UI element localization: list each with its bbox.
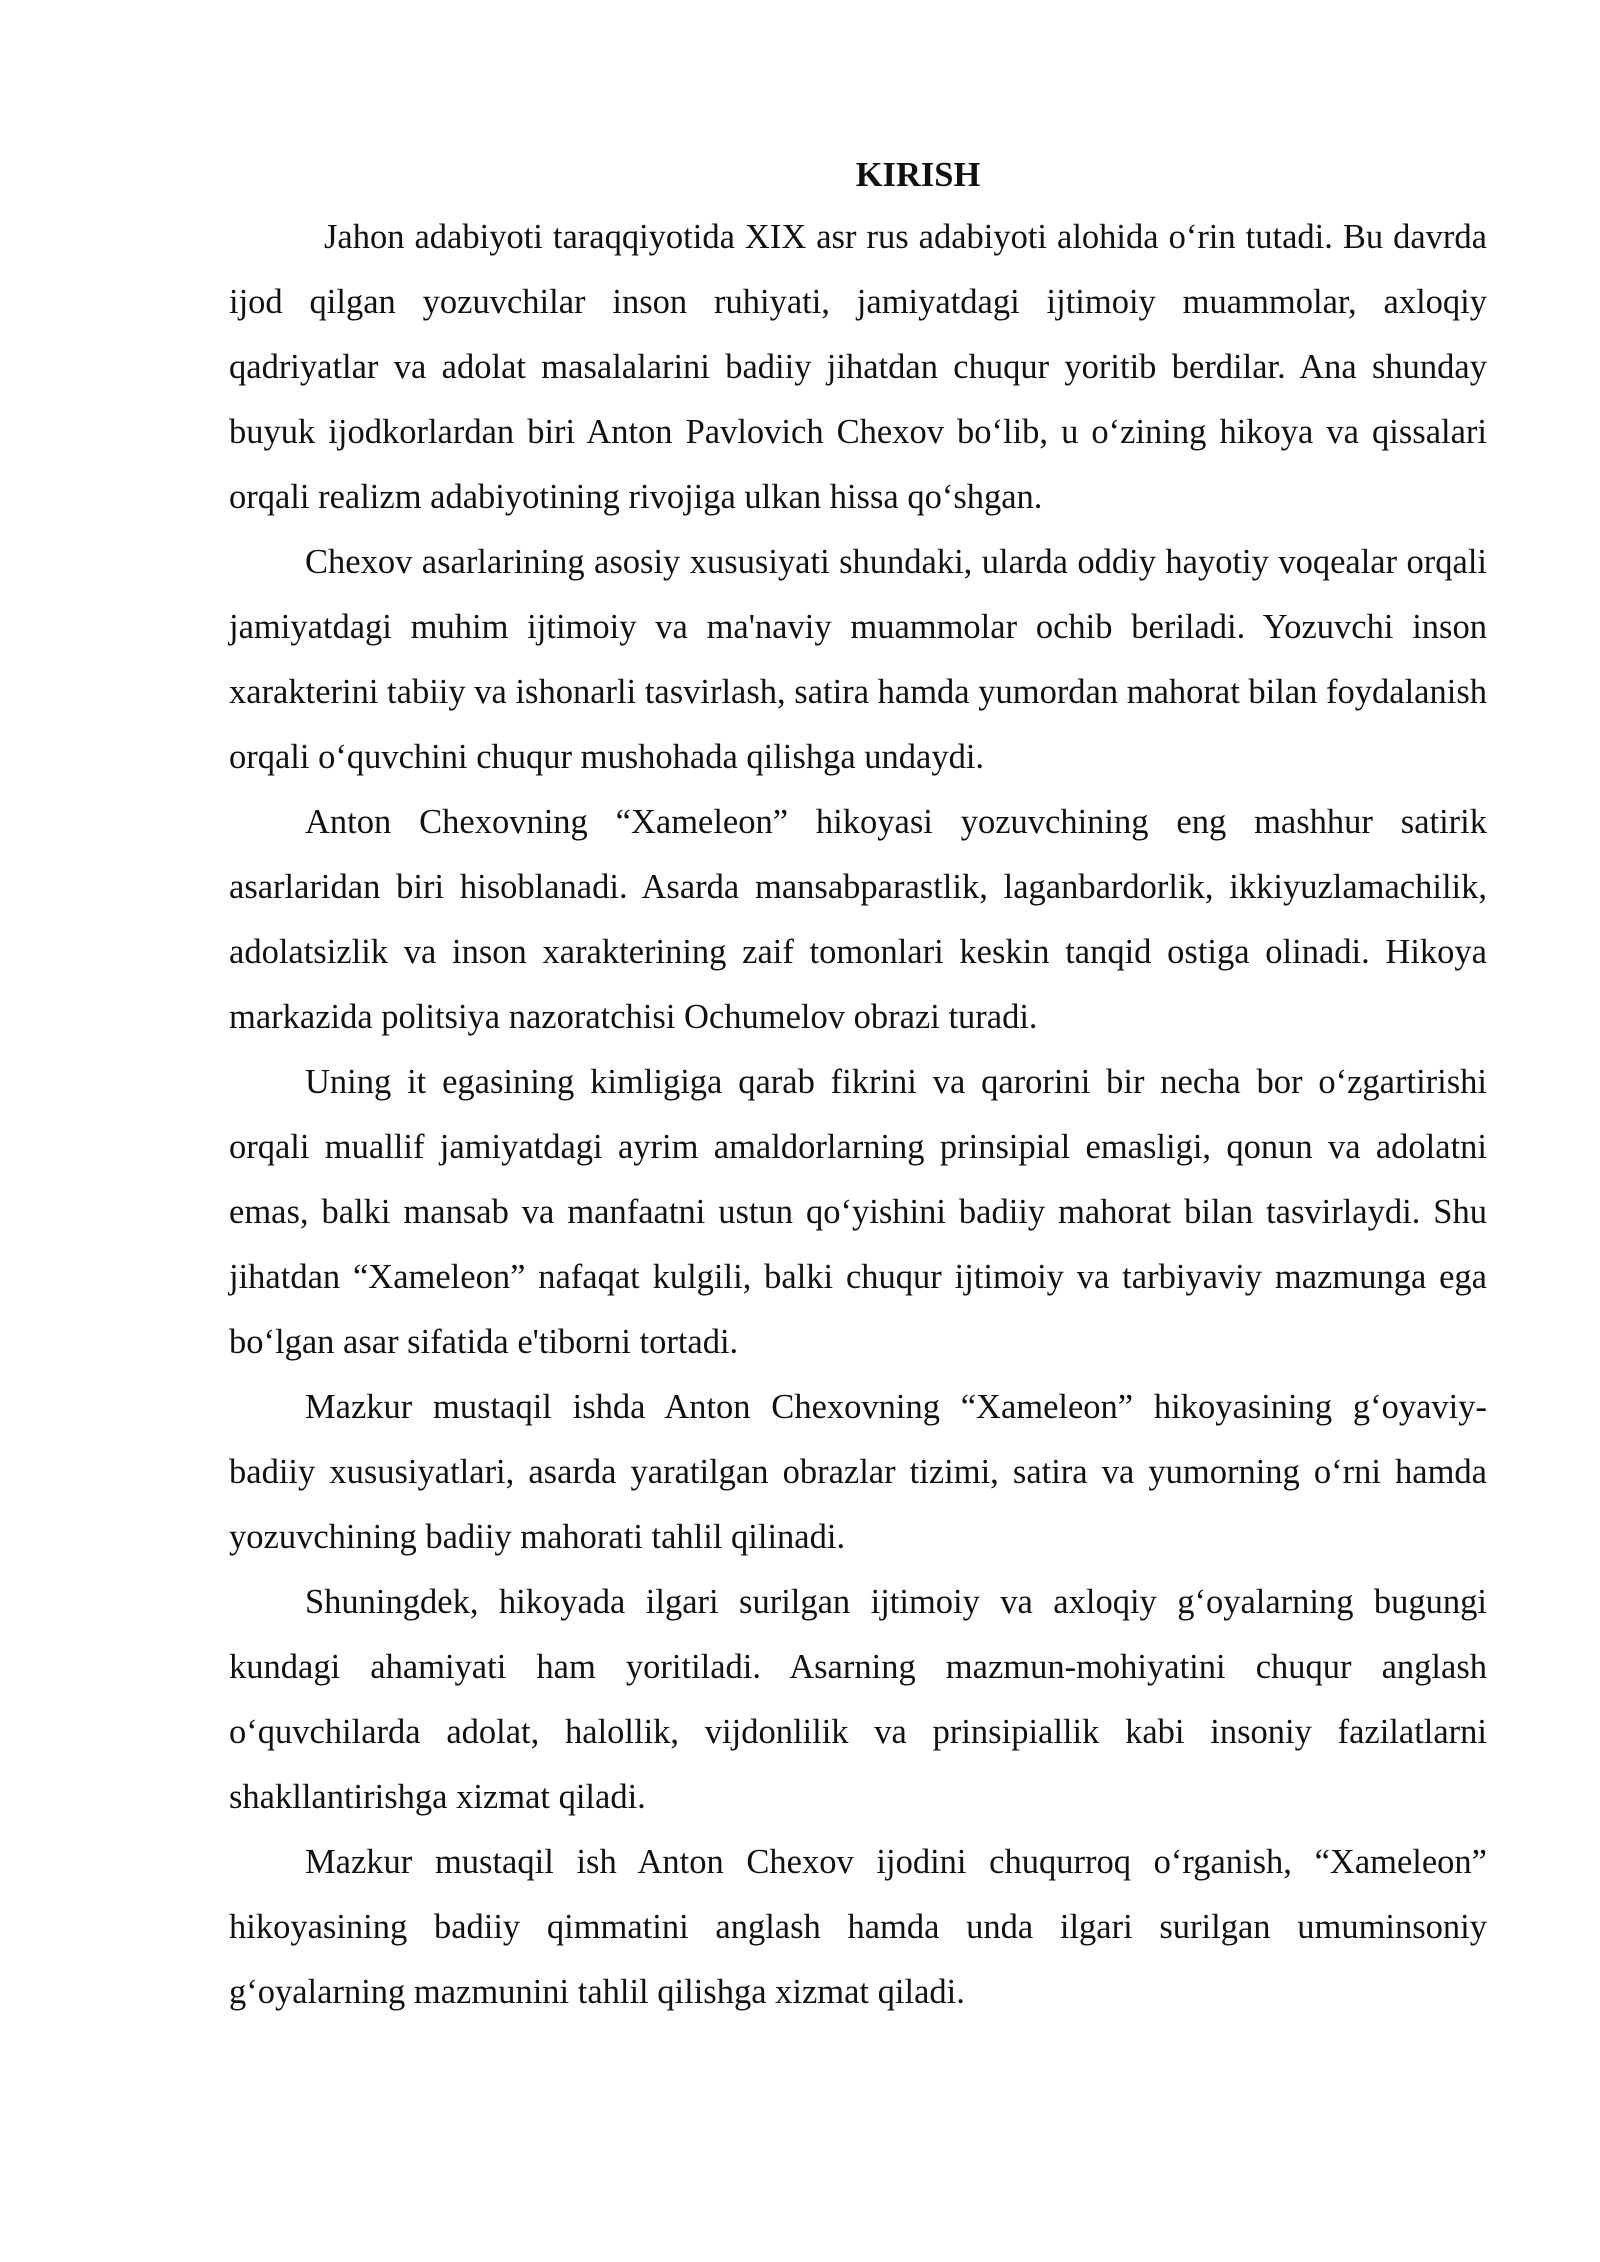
paragraph: Shuningdek, hikoyada ilgari surilgan ijtimoiy va axloqiy gʻoyalarning bugungi kundagi ahamiyati ham yoritiladi. Asarning mazmun-mohiyatini chuqur anglash oʻquvchilarda adolat, halollik, vijdonlilik va prinsipiallik kabi insoniy fazilatlarni shakllantirishga xizmat qiladi.: [229, 1583, 1487, 1816]
paragraph: Uning it egasining kimligiga qarab fikrini va qarorini bir necha bor oʻzgartirishi orqali muallif jamiyatdagi ayrim amaldorlarning prinsipial emasligi, qonun va adolatni emas, balki mansab va manfaatni ustun qoʻyishini badiiy mahorat bilan tasvirlaydi. Shu jihatdan “Xameleon” nafaqat kulgili, balki chuqur ijtimoiy va tarbiyaviy mazmunga ega boʻlgan asar sifatida e'tiborni tortadi.: [229, 1063, 1487, 1361]
page-title: KIRISH: [855, 156, 981, 194]
paragraph: Chexov asarlarining asosiy xususiyati shundaki, ularda oddiy hayotiy voqealar orqali jamiyatdagi muhim ijtimoiy va ma'naviy muammolar ochib beriladi. Yozuvchi inson xarakterini tabiiy va ishonarli tasvirlash, satira hamda yumordan mahorat bilan foydalanish orqali oʻquvchini chuqur mushohada qilishga undaydi.: [229, 543, 1487, 776]
paragraph: Jahon adabiyoti taraqqiyotida XIX asr rus adabiyoti alohida oʻrin tutadi. Bu davrda ijod qilgan yozuvchilar inson ruhiyati, jamiyatdagi ijtimoiy muammolar, axloqiy qadriyatlar va adolat masalalarini badiiy jihatdan chuqur yoritib berdilar. Ana shunday buyuk ijodkorlardan biri Anton Pavlovich Chexov boʻlib, u oʻzining hikoya va qissalari orqali realizm adabiyotining rivojiga ulkan hissa qoʻshgan.: [229, 218, 1487, 516]
paragraph: Mazkur mustaqil ish Anton Chexov ijodini chuqurroq oʻrganish, “Xameleon” hikoyasining badiiy qimmatini anglash hamda unda ilgari surilgan umuminsoniy gʻoyalarning mazmunini tahlil qilishga xizmat qiladi.: [229, 1843, 1487, 2011]
paragraph: Anton Chexovning “Xameleon” hikoyasi yozuvchining eng mashhur satirik asarlaridan biri hisoblanadi. Asarda mansabparastlik, laganbardorlik, ikkiyuzlamachilik, adolatsizlik va inson xarakterining zaif tomonlari keskin tanqid ostiga olinadi. Hikoya markazida politsiya nazoratchisi Ochumelov obrazi turadi.: [229, 803, 1487, 1036]
document-page: [229, 145, 1487, 2025]
paragraph: Mazkur mustaqil ishda Anton Chexovning “Xameleon” hikoyasining gʻoyaviy-badiiy xususiyatlari, asarda yaratilgan obrazlar tizimi, satira va yumorning oʻrni hamda yozuvchining badiiy mahorati tahlil qilinadi.: [229, 1388, 1487, 1556]
